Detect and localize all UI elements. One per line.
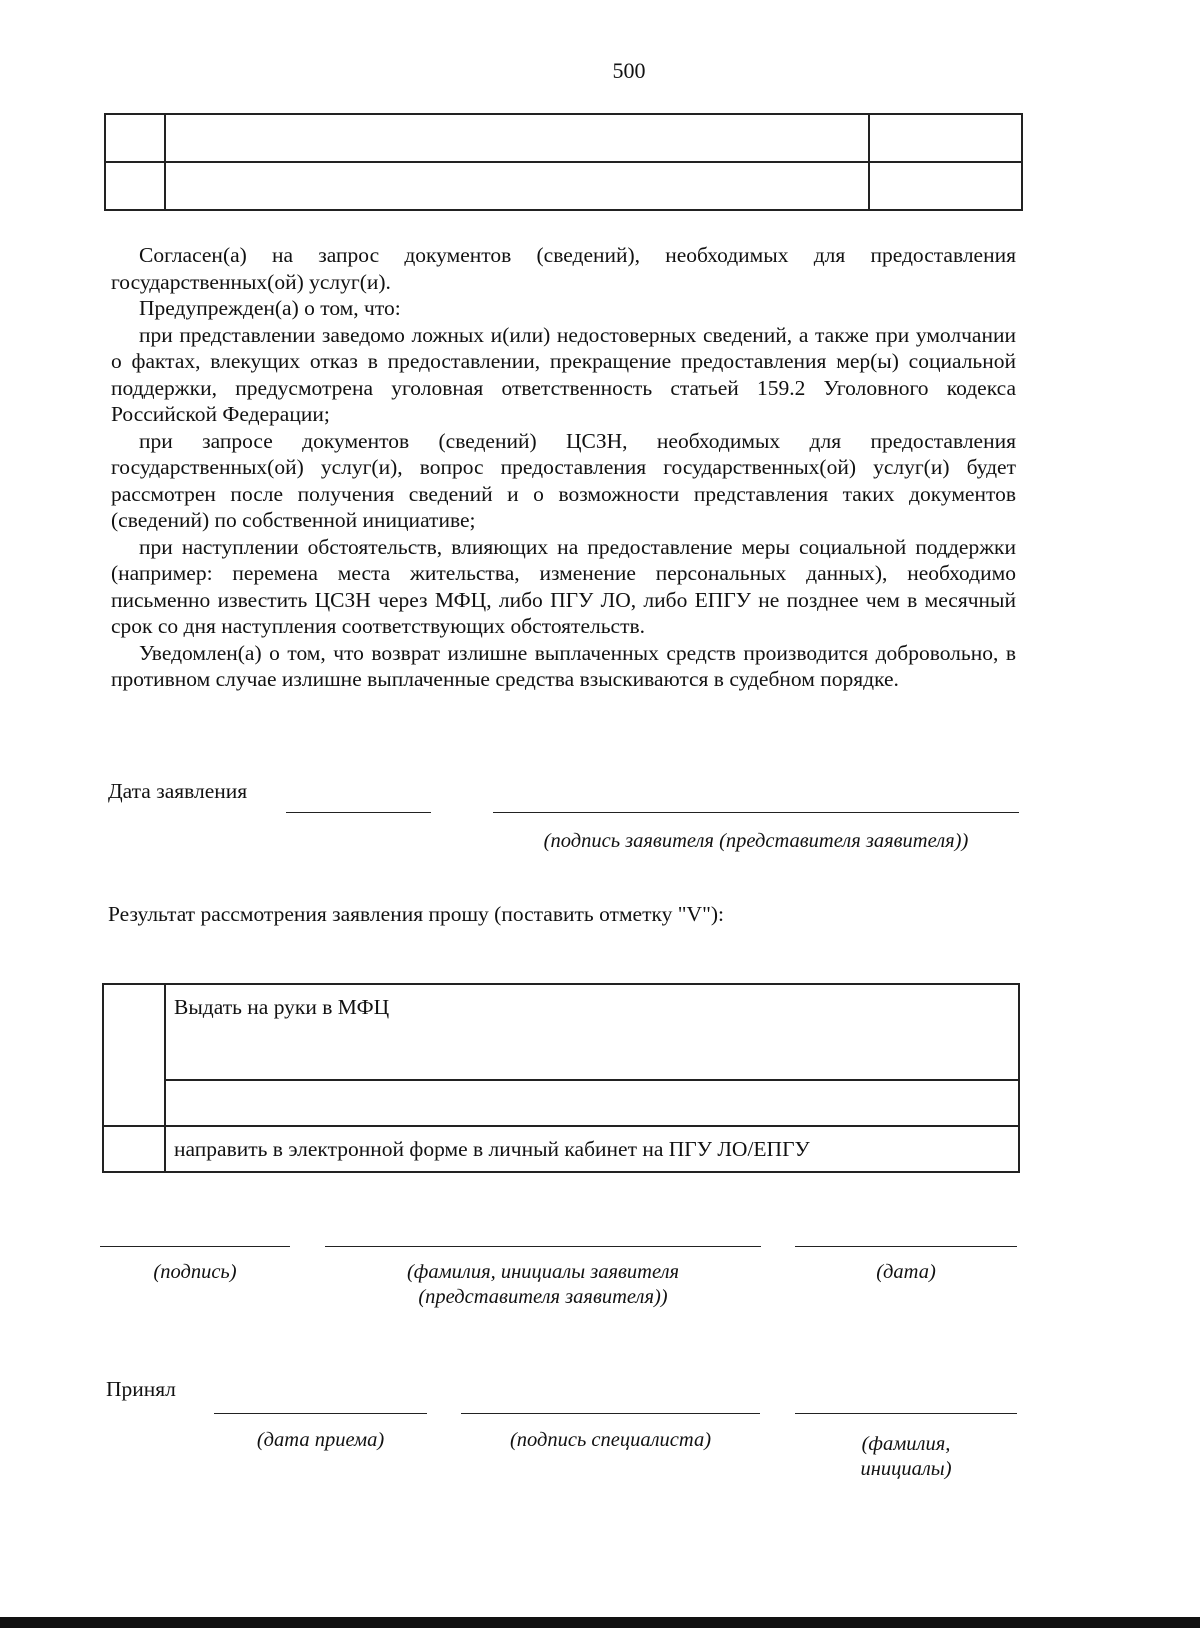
option-blank-cell[interactable]: [165, 1080, 1019, 1126]
specialist-name-caption: [795, 1432, 1017, 1482]
table-row: [103, 984, 1019, 1080]
table-cell[interactable]: [165, 114, 869, 162]
paragraph: при наступлении обстоятельств, влияющих на предоставление меры социальной поддержки (например: перемена места жительства, изменение персональных данных), необходимо письменно известить ЦСЗН через МФЦ, либо ПГУ ЛО, либо ЕПГУ не позднее чем в месячный срок со дня наступления соответствующих обстоятельств.: [111, 534, 1016, 638]
date-caption: (дата): [876, 1261, 936, 1283]
table-row: [103, 1126, 1019, 1172]
name-caption-line-2: (представителя заявителя)): [418, 1286, 668, 1308]
paragraph: Предупрежден(а) о том, что:: [139, 296, 401, 320]
table-row: [105, 162, 1022, 210]
result-prompt: Результат рассмотрения заявления прошу (поставить отметку "V"):: [108, 902, 724, 926]
specialist-signature-caption: (подпись специалиста): [509, 1429, 712, 1451]
paragraph: при представлении заведомо ложных и(или) недостоверных сведений, а также при умолчании о фактах, влекущих отказ в предоставлении, прекращение предоставления мер(ы) социальной поддержки, предусмотрена уголовная ответственность статьей 159.2 Уголовного кодекса Российской Федерации;: [111, 322, 1016, 426]
checkbox-cell-electronic[interactable]: [103, 1126, 165, 1172]
accept-date-caption: (дата приема): [256, 1429, 385, 1451]
name-line[interactable]: [325, 1246, 761, 1247]
accept-date-line[interactable]: [214, 1413, 427, 1414]
checkbox-cell-mfc[interactable]: [103, 984, 165, 1126]
signature-line[interactable]: [100, 1246, 290, 1247]
date-line[interactable]: [795, 1246, 1017, 1247]
table-row: [105, 114, 1022, 162]
paragraph: при запросе документов (сведений) ЦСЗН, необходимых для предоставления государственных(ой) услуг(и), вопрос предоставления государственных(ой) услуг(и) будет рассмотрен после получения сведений и о возможности представления таких документов (сведений) по собственной инициативе;: [111, 428, 1016, 532]
table-cell[interactable]: [105, 162, 165, 210]
application-date-label: Дата заявления: [108, 779, 248, 803]
option-electronic: направить в электронной форме в личный кабинет на ПГУ ЛО/ЕПГУ: [165, 1126, 1019, 1172]
table-cell[interactable]: [105, 114, 165, 162]
name-caption: [325, 1260, 761, 1310]
scan-bottom-edge: [0, 1617, 1200, 1628]
paragraph: Уведомлен(а) о том, что возврат излишне выплаченных средств производится добровольно, в противном случае излишне выплаченные средства взыскиваются в судебном порядке.: [111, 640, 1016, 691]
result-options-table: [102, 983, 1020, 1173]
specialist-signature-line[interactable]: [461, 1413, 760, 1414]
table-row: [103, 1080, 1019, 1126]
table-cell[interactable]: [869, 162, 1022, 210]
table-cell[interactable]: [869, 114, 1022, 162]
specialist-name-line[interactable]: [795, 1413, 1017, 1414]
name-caption-line-1: (фамилия, инициалы заявителя: [406, 1261, 680, 1283]
page-number: 500: [612, 58, 646, 83]
signature-caption: (подпись): [153, 1261, 237, 1283]
applicant-signature-line[interactable]: [493, 812, 1019, 813]
specialist-name-line-2: инициалы): [860, 1458, 952, 1480]
specialist-name-line-1: (фамилия,: [861, 1433, 951, 1455]
top-table: [104, 113, 1023, 211]
paragraph: Согласен(а) на запрос документов (сведений), необходимых для предоставления государственных(ой) услуг(и).: [111, 243, 1016, 294]
option-mfc: Выдать на руки в МФЦ: [165, 984, 1019, 1080]
table-cell[interactable]: [165, 162, 869, 210]
accepted-label: Принял: [106, 1377, 176, 1401]
applicant-signature-caption: (подпись заявителя (представителя заявителя)): [543, 830, 969, 852]
application-date-line[interactable]: [286, 812, 431, 813]
consent-text: [111, 242, 1016, 693]
